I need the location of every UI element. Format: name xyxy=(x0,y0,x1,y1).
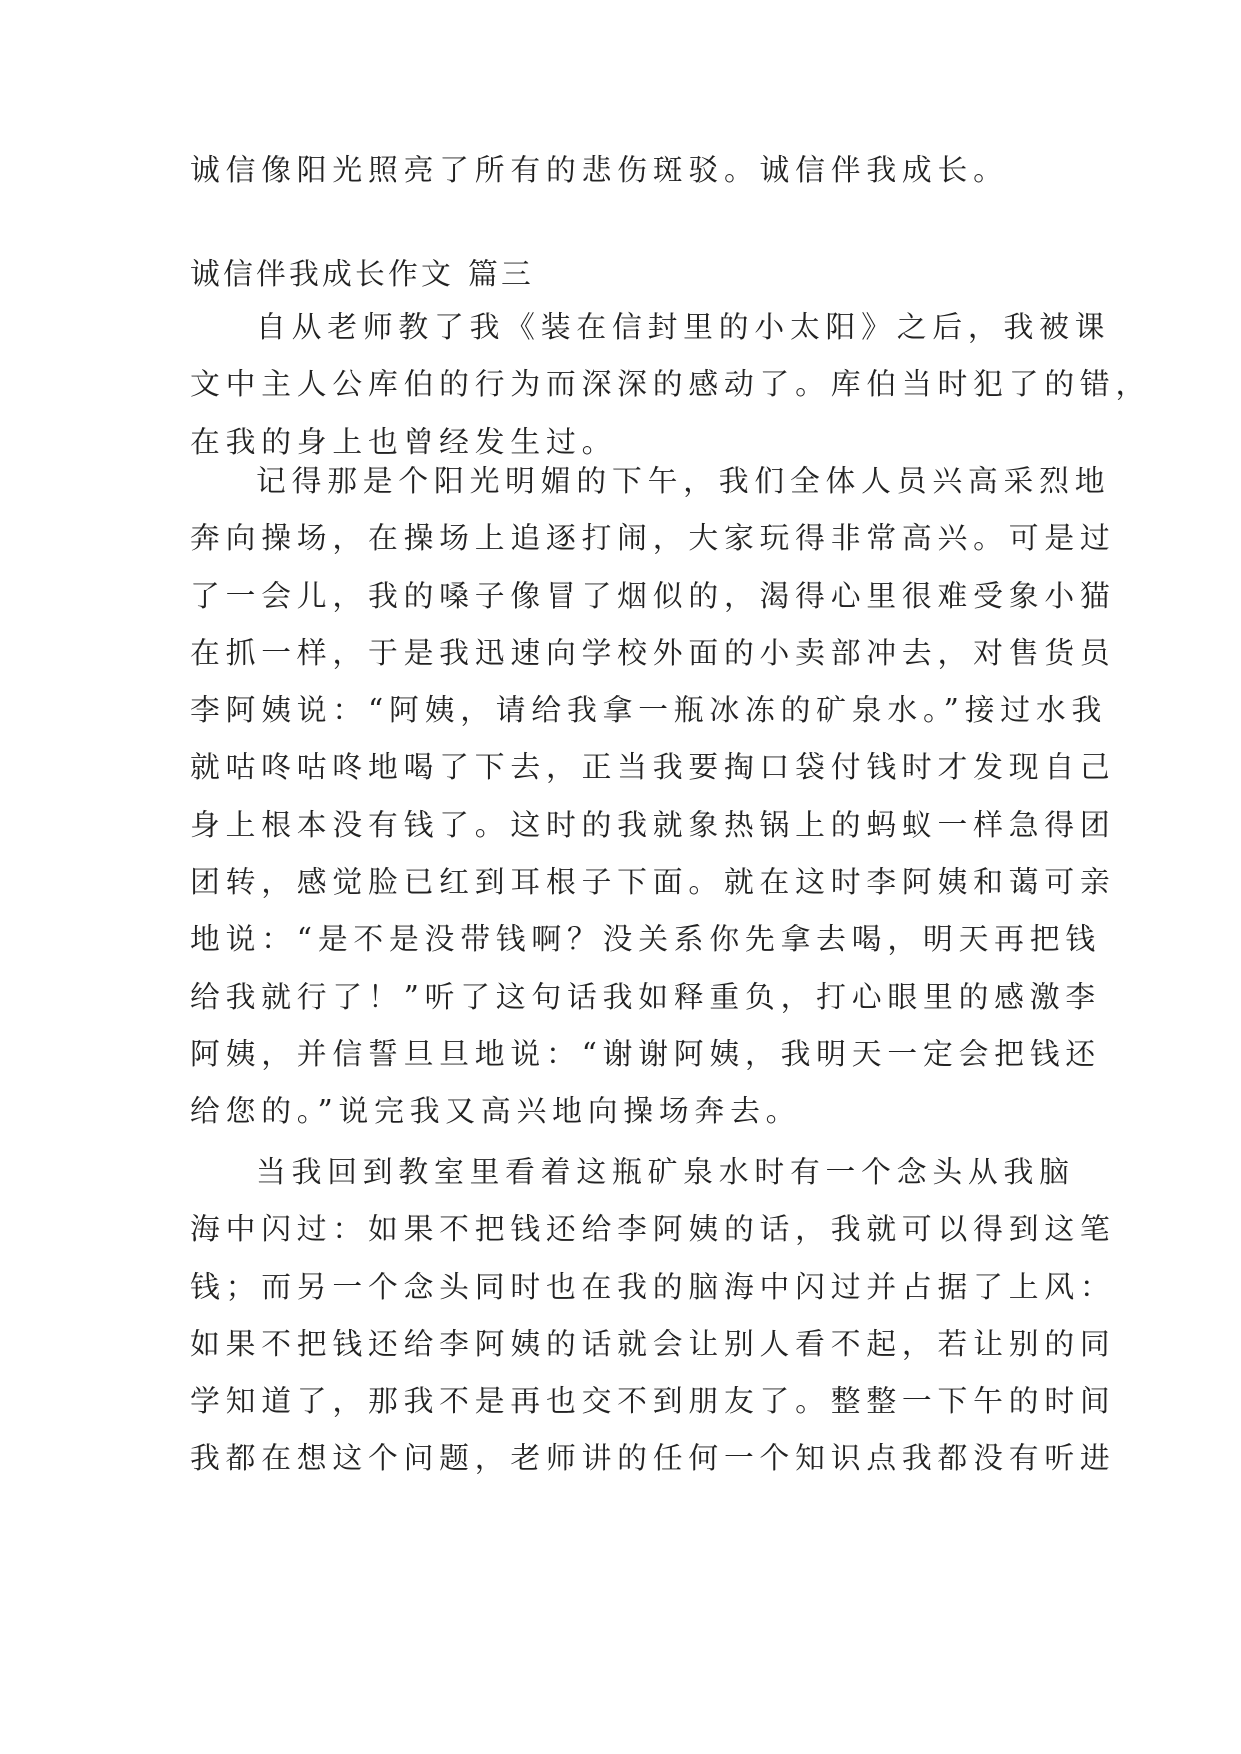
section-title: 诚信伴我成长作文 xyxy=(190,257,454,292)
paragraph-line: 钱；而另一个念头同时也在我的脑海中闪过并占据了上风： xyxy=(190,1269,1116,1305)
paragraph-line: 了一会儿，我的嗓子像冒了烟似的，渴得心里很难受象小猫 xyxy=(190,578,1116,614)
paragraph-line: 给您的。”说完我又高兴地向操场奔去。 xyxy=(190,1094,802,1130)
paragraph-line: 记得那是个阳光明媚的下午，我们全体人员兴高采烈地 xyxy=(256,464,1111,499)
paragraph-line: 在抓一样，于是我迅速向学校外面的小卖部冲去，对售货员 xyxy=(190,635,1116,671)
paragraph-line: 奔向操场，在操场上追逐打闹，大家玩得非常高兴。可是过 xyxy=(190,521,1116,557)
paragraph-line: 文中主人公库伯的行为而深深的感动了。库伯当时犯了的错， xyxy=(190,367,1152,403)
paragraph-line: 在我的身上也曾经发生过。 xyxy=(190,424,618,460)
opening-line: 诚信像阳光照亮了所有的悲伤斑驳。诚信伴我成长。 xyxy=(190,153,1009,188)
paragraph-line: 自从老师教了我《装在信封里的小太阳》之后，我被课 xyxy=(256,310,1111,345)
paragraph-line: 学知道了，那我不是再也交不到朋友了。整整一下午的时间 xyxy=(190,1384,1116,1420)
paragraph-line: 李阿姨说：“阿姨，请给我拿一瓶冰冻的矿泉水。”接过水我 xyxy=(190,693,1108,729)
paragraph-line: 就咕咚咕咚地喝了下去，正当我要掏口袋付钱时才发现自己 xyxy=(190,750,1116,786)
paragraph-2 xyxy=(190,453,1116,1141)
paragraph-1 xyxy=(190,299,1152,471)
paragraph-line: 当我回到教室里看着这瓶矿泉水时有一个念头从我脑 xyxy=(256,1155,1075,1190)
paragraph-line: 阿姨，并信誓旦旦地说：“谢谢阿姨，我明天一定会把钱还 xyxy=(190,1036,1101,1072)
paragraph-line: 我都在想这个问题，老师讲的任何一个知识点我都没有听进 xyxy=(190,1441,1116,1477)
section-heading xyxy=(190,250,534,293)
paragraph-line: 给我就行了！”听了这句话我如释重负，打心眼里的感激李 xyxy=(190,979,1101,1015)
paragraph-line: 地说：“是不是没带钱啊？没关系你先拿去喝，明天再把钱 xyxy=(190,922,1101,958)
opening-line-block xyxy=(190,142,1060,199)
section-label: 篇三 xyxy=(467,257,534,292)
paragraph-line: 海中闪过：如果不把钱还给李阿姨的话，我就可以得到这笔 xyxy=(190,1212,1116,1248)
paragraph-line: 身上根本没有钱了。这时的我就象热锅上的蚂蚁一样急得团 xyxy=(190,807,1116,843)
paragraph-3 xyxy=(190,1144,1116,1488)
paragraph-line: 如果不把钱还给李阿姨的话就会让别人看不起，若让别的同 xyxy=(190,1326,1116,1362)
paragraph-line: 团转，感觉脸已红到耳根子下面。就在这时李阿姨和蔼可亲 xyxy=(190,865,1116,901)
